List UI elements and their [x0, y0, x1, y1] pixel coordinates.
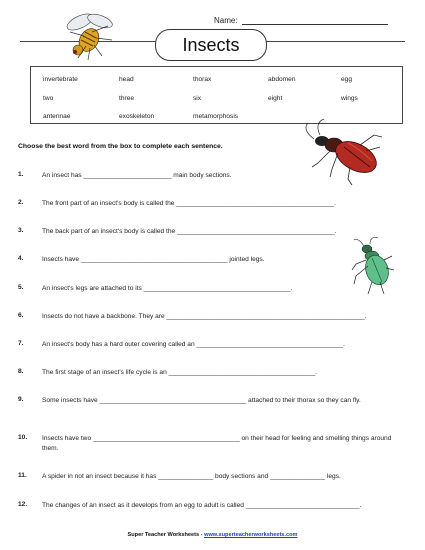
footer-brand: Super Teacher Worksheets [127, 532, 200, 538]
question-text[interactable]: An insect's legs are attached to its ________________________________________. [42, 285, 293, 292]
question-number: 5. [18, 284, 24, 291]
question-text[interactable]: Insects have two ________________________________________ on their head for feeling and smelling things around them. [42, 435, 392, 452]
name-label: Name: [214, 16, 238, 25]
question-number: 4. [18, 255, 24, 262]
question-number: 7. [18, 340, 24, 347]
question-number: 12. [18, 501, 28, 508]
question-text[interactable]: Insects do not have a backbone. They are ______________________________________________________. [42, 313, 367, 320]
question-text[interactable]: The back part of an insect's body is called the ___________________________________________. [42, 228, 337, 235]
word-bank-item: abdomen [268, 76, 296, 83]
question-number: 10. [18, 434, 28, 441]
word-bank-item: head [119, 76, 134, 83]
footer-separator: - [199, 532, 205, 538]
page-title: Insects [155, 29, 267, 61]
name-row [214, 16, 388, 25]
question-number: 6. [18, 312, 24, 319]
name-line[interactable] [242, 16, 388, 25]
word-bank-item: wings [341, 95, 358, 102]
word-bank-item: exoskeleton [119, 113, 155, 120]
word-bank-item: thorax [193, 76, 212, 83]
question-text[interactable]: The front part of an insect's body is called the ___________________________________________. [42, 200, 336, 207]
question-number: 8. [18, 368, 24, 375]
word-bank-item: three [119, 95, 135, 102]
question-number: 1. [18, 171, 24, 178]
word-bank-item: six [193, 95, 202, 102]
word-bank-item: two [43, 95, 54, 102]
word-bank-item: egg [341, 76, 353, 83]
word-bank-item: eight [268, 95, 283, 102]
word-bank-item: metamorphosis [193, 113, 239, 120]
question-number: 2. [18, 199, 24, 206]
word-bank-item: invertebrate [43, 76, 78, 83]
footer [0, 532, 425, 538]
question-text[interactable]: The changes of an insect as it develops from an egg to adult is called _______________________________. [42, 502, 362, 509]
question-number: 3. [18, 227, 24, 234]
word-bank [30, 66, 403, 124]
question-number: 9. [18, 396, 24, 403]
question-text[interactable]: An insect has ________________________ main body sections. [42, 172, 232, 179]
question-number: 11. [18, 472, 27, 479]
question-text[interactable]: The first stage of an insect's life cycle is an ________________________________________. [42, 369, 318, 376]
question-text[interactable]: Insects have ________________________________________ jointed legs. [42, 256, 265, 263]
instructions: Choose the best word from the box to complete each sentence. [18, 143, 223, 150]
question-text[interactable]: An insect's body has a hard outer covering called an ________________________________________. [42, 341, 345, 348]
question-text[interactable]: Some insects have ________________________________________ attached to their thorax so they can fly. [42, 397, 361, 404]
question-text[interactable]: A spider in not an insect because it has _______________ body sections and _______________ legs. [42, 473, 341, 480]
fly-icon [56, 10, 126, 62]
footer-link[interactable]: www.superteacherworksheets.com [204, 532, 298, 538]
word-bank-item: antennae [43, 113, 71, 120]
